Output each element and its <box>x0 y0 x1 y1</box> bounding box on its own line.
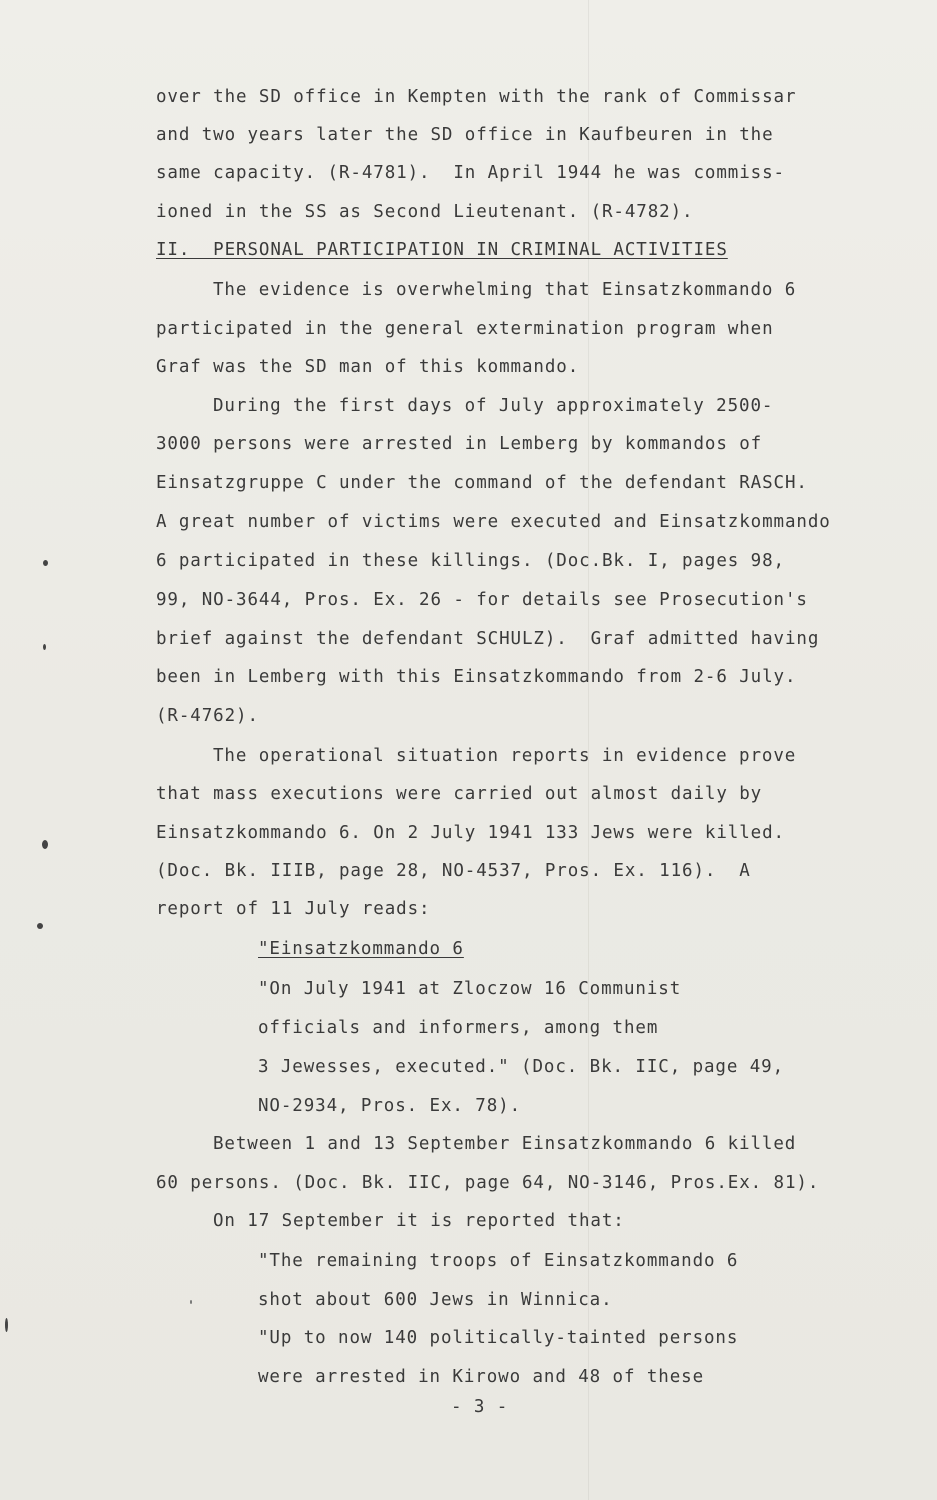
quote-line-5: "The remaining troops of Einsatzkommando 6 <box>258 1251 739 1271</box>
text-line-8: Graf was the SD man of this kommando. <box>156 357 580 377</box>
text-line-10: 3000 persons were arrested in Lemberg by kommandos of <box>156 434 763 454</box>
margin-speck <box>5 1318 8 1332</box>
text-line-30: On 17 September it is reported that: <box>213 1211 625 1231</box>
text-line-2: and two years later the SD office in Kaufbeuren in the <box>156 125 774 145</box>
text-line-9: During the first days of July approximately 2500- <box>213 396 774 416</box>
text-line-15: brief against the defendant SCHULZ). Graf admitted having <box>156 629 820 649</box>
text-line-20: Einsatzkommando 6. On 2 July 1941 133 Jews were killed. <box>156 823 785 843</box>
quote-line-3: 3 Jewesses, executed." (Doc. Bk. IIC, page 49, <box>258 1057 785 1077</box>
quote-line-2: officials and informers, among them <box>258 1018 659 1038</box>
text-line-7: participated in the general extermination program when <box>156 319 774 339</box>
text-line-4: ioned in the SS as Second Lieutenant. (R-4782). <box>156 202 694 222</box>
text-line-18: The operational situation reports in evidence prove <box>213 746 797 766</box>
margin-speck <box>37 923 43 929</box>
text-line-11: Einsatzgruppe C under the command of the defendant RASCH. <box>156 473 808 493</box>
text-line-16: been in Lemberg with this Einsatzkommando from 2-6 July. <box>156 667 797 687</box>
section-heading: II. PERSONAL PARTICIPATION IN CRIMINAL ACTIVITIES <box>156 240 728 260</box>
margin-speck <box>43 560 48 566</box>
quote-line-4: NO-2934, Pros. Ex. 78). <box>258 1096 522 1116</box>
text-line-21: (Doc. Bk. IIIB, page 28, NO-4537, Pros. Ex. 116). A <box>156 861 751 881</box>
text-line-29: 60 persons. (Doc. Bk. IIC, page 64, NO-3146, Pros.Ex. 81). <box>156 1173 820 1193</box>
text-line-12: A great number of victims were executed and Einsatzkommando <box>156 512 831 532</box>
quote-line-1: "On July 1941 at Zloczow 16 Communist <box>258 979 682 999</box>
text-line-14: 99, NO-3644, Pros. Ex. 26 - for details see Prosecution's <box>156 590 808 610</box>
quote-heading: "Einsatzkommando 6 <box>258 939 464 959</box>
text-line-28: Between 1 and 13 September Einsatzkommando 6 killed <box>213 1134 797 1154</box>
page-number: - 3 - <box>451 1397 509 1417</box>
text-line-22: report of 11 July reads: <box>156 899 431 919</box>
text-line-19: that mass executions were carried out almost daily by <box>156 784 763 804</box>
text-line-3: same capacity. (R-4781). In April 1944 he was commiss- <box>156 163 785 183</box>
quote-line-8: were arrested in Kirowo and 48 of these <box>258 1367 704 1387</box>
margin-speck <box>43 644 46 650</box>
text-line-6: The evidence is overwhelming that Einsatzkommando 6 <box>213 280 797 300</box>
quote-line-7: "Up to now 140 politically-tainted persons <box>258 1328 739 1348</box>
text-line-13: 6 participated in these killings. (Doc.Bk. I, pages 98, <box>156 551 785 571</box>
text-line-17: (R-4762). <box>156 706 259 726</box>
quote-line-6: shot about 600 Jews in Winnica. <box>258 1290 613 1310</box>
text-line-1: over the SD office in Kempten with the rank of Commissar <box>156 87 797 107</box>
margin-speck <box>190 1300 192 1304</box>
margin-speck <box>42 840 48 849</box>
